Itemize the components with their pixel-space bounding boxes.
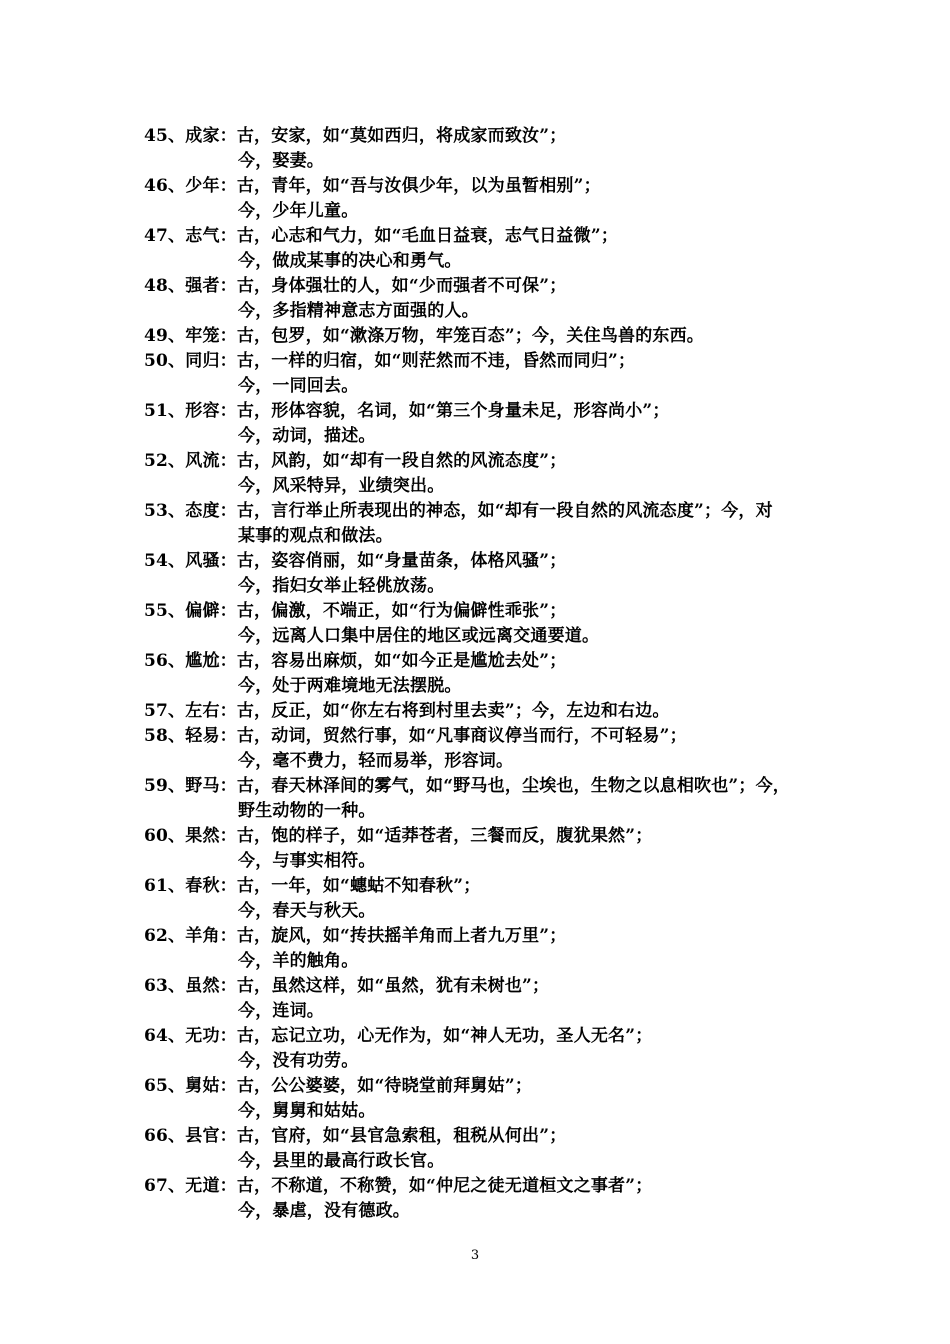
- entry-continuation-line: 今，远离人口集中居住的地区或远离交通要道。: [238, 626, 600, 646]
- entry-line: 65、舅姑：古，公公婆婆，如“待晓堂前拜舅姑”；: [144, 1076, 533, 1096]
- entry-line: 56、尴尬：古，容易出麻烦，如“如今正是尴尬去处”；: [144, 651, 567, 671]
- entry-line: 50、同归：古，一样的归宿，如“则茫然而不违，昏然而同归”；: [144, 351, 636, 371]
- entry-continuation-line: 今，娶妻。: [238, 151, 324, 171]
- entry-line: 59、野马：古，春天林泽间的雾气，如“野马也，尘埃也，生物之以息相吹也”；今，: [144, 776, 791, 796]
- entry-line: 45、成家：古，安家，如“莫如西归，将成家而致汝”；: [144, 126, 567, 146]
- entry-line: 60、果然：古，饱的样子，如“适莽苍者，三餐而反，腹犹果然”；: [144, 826, 653, 846]
- entry-continuation-line: 今，多指精神意志方面强的人。: [238, 301, 479, 321]
- entry-line: 62、羊角：古，旋风，如“抟扶摇羊角而上者九万里”；: [144, 926, 567, 946]
- entry-line: 54、风骚：古，姿容俏丽，如“身量苗条，体格风骚”；: [144, 551, 567, 571]
- entry-line: 47、志气：古，心志和气力，如“毛血日益衰，志气日益微”；: [144, 226, 619, 246]
- entry-line: 46、少年：古，青年，如“吾与汝俱少年，以为虽暂相别”；: [144, 176, 601, 196]
- entry-line: 49、牢笼：古，包罗，如“漱涤万物，牢笼百态”；今，关住鸟兽的东西。: [144, 326, 705, 346]
- entry-line: 53、态度：古，言行举止所表现出的神态，如“却有一段自然的风流态度”；今，对: [144, 501, 773, 521]
- entry-continuation-line: 今，处于两难境地无法摆脱。: [238, 676, 462, 696]
- entry-continuation-line: 今，与事实相符。: [238, 851, 376, 871]
- entry-line: 48、强者：古，身体强壮的人，如“少而强者不可保”；: [144, 276, 567, 296]
- entry-continuation-line: 今，少年儿童。: [238, 201, 359, 221]
- entry-line: 58、轻易：古，动词，贸然行事，如“凡事商议停当而行，不可轻易”；: [144, 726, 687, 746]
- entry-line: 64、无功：古，忘记立功，心无作为，如“神人无功，圣人无名”；: [144, 1026, 653, 1046]
- entry-line: 57、左右：古，反正，如“你左右将到村里去卖”；今，左边和右边。: [144, 701, 670, 721]
- entry-continuation-line: 今，指妇女举止轻佻放荡。: [238, 576, 445, 596]
- entry-continuation-line: 今，春天与秋天。: [238, 901, 376, 921]
- entry-continuation-line: 今，县里的最高行政长官。: [238, 1151, 445, 1171]
- entry-continuation-line: 今，毫不费力，轻而易举，形容词。: [238, 751, 514, 771]
- entry-line: 66、县官：古，官府，如“县官急索租，租税从何出”；: [144, 1126, 567, 1146]
- entry-line: 63、虽然：古，虽然这样，如“虽然，犹有未树也”；: [144, 976, 550, 996]
- entry-line: 51、形容：古，形体容貌，名词，如“第三个身量未足，形容尚小”；: [144, 401, 670, 421]
- entry-continuation-line: 今，暴虐，没有德政。: [238, 1201, 410, 1221]
- page-number: 3: [470, 1248, 480, 1263]
- entry-continuation-line: 野生动物的一种。: [238, 801, 376, 821]
- entry-continuation-line: 今，羊的触角。: [238, 951, 359, 971]
- entry-line: 52、风流：古，风韵，如“却有一段自然的风流态度”；: [144, 451, 567, 471]
- entry-continuation-line: 某事的观点和做法。: [238, 526, 393, 546]
- entry-line: 67、无道：古，不称道，不称赞，如“仲尼之徒无道桓文之事者”；: [144, 1176, 653, 1196]
- entry-continuation-line: 今，风采特异，业绩突出。: [238, 476, 445, 496]
- entry-continuation-line: 今，连词。: [238, 1001, 324, 1021]
- entry-continuation-line: 今，舅舅和姑姑。: [238, 1101, 376, 1121]
- entry-continuation-line: 今，一同回去。: [238, 376, 359, 396]
- entry-line: 55、偏僻：古，偏激，不端正，如“行为偏僻性乖张”；: [144, 601, 567, 621]
- entry-continuation-line: 今，动词，描述。: [238, 426, 376, 446]
- entry-continuation-line: 今，做成某事的决心和勇气。: [238, 251, 462, 271]
- entry-line: 61、春秋：古，一年，如“蟪蛄不知春秋”；: [144, 876, 481, 896]
- entry-continuation-line: 今，没有功劳。: [238, 1051, 359, 1071]
